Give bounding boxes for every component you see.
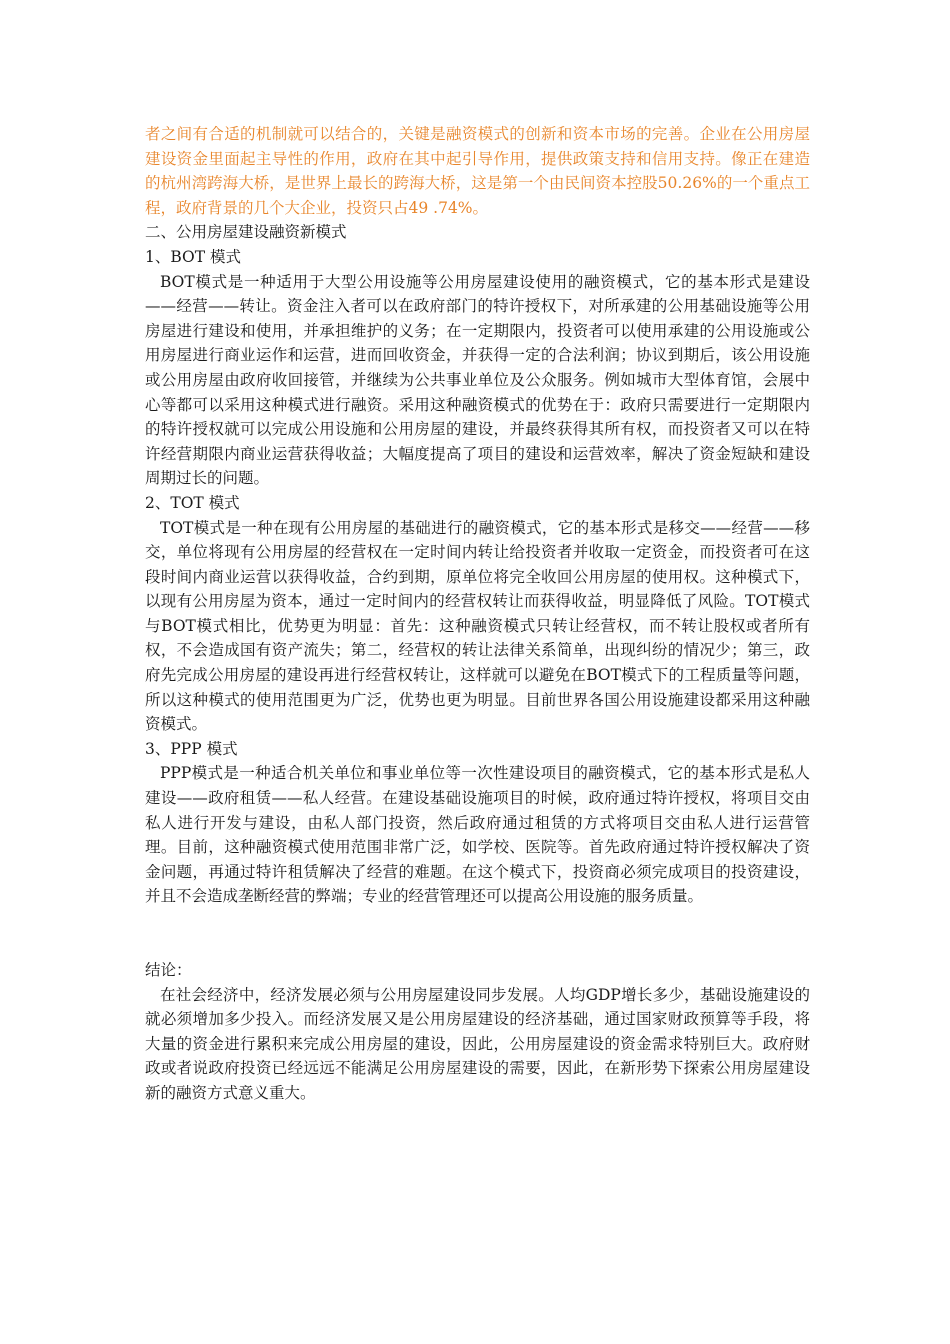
conclusion-paragraph: 在社会经济中，经济发展必须与公用房屋建设同步发展。人均GDP增长多少，基础设施建设的就必须增加多少投入。而经济发展又是公用房屋建设的经济基础，通过国家财政预算等手段，将大量的资金进行累积来完成公用房屋的建设，因此，公用房屋建设的资金需求特别巨大。政府财政或者说政府投资已经远远不能满足公用房屋建设的需要，因此，在新形势下探索公用房屋建设新的融资方式意义重大。: [145, 985, 810, 1102]
document-page: [145, 122, 810, 1106]
intro-highlight-paragraph: 者之间有合适的机制就可以结合的，关键是融资模式的创新和资本市场的完善。企业在公用房屋建设资金里面起主导性的作用，政府在其中起引导作用，提供政策支持和信用支持。像正在建造的杭州湾跨海大桥，是世界上最长的跨海大桥，这是第一个由民间资本控股50.26%的一个重点工程，政府背景的几个大企业，投资只占49 .74%。: [145, 125, 810, 217]
bot-paragraph: BOT模式是一种适用于大型公用设施等公用房屋建设使用的融资模式，它的基本形式是建设——经营——转让。资金注入者可以在政府部门的特许授权下，对所承建的公用基础设施等公用房屋进行建设和使用，并承担维护的义务；在一定期限内，投资者可以使用承建的公用设施或公用房屋进行商业运作和运营，进而回收资金，并获得一定的合法利润；协议到期后，该公用设施或公用房屋由政府收回接管，并继续为公共事业单位及公众服务。例如城市大型体育馆，会展中心等都可以采用这种模式进行融资。采用这种融资模式的优势在于：政府只需要进行一定期限内的特许授权就可以完成公用设施和公用房屋的建设，并最终获得其所有权，而投资者又可以在特许经营期限内商业运营获得收益；大幅度提高了项目的建设和运营效率，解决了资金短缺和建设周期过长的问题。: [145, 272, 810, 488]
tot-paragraph: TOT模式是一种在现有公用房屋的基础进行的融资模式，它的基本形式是移交——经营——移交，单位将现有公用房屋的经营权在一定时间内转让给投资者并收取一定资金，而投资者可在这段时间内商业运营以获得收益，合约到期，原单位将完全收回公用房屋的使用权。这种模式下，以现有公用房屋为资本，通过一定时间内的经营权转让而获得收益，明显降低了风险。TOT模式与BOT模式相比，优势更为明显：首先：这种融资模式只转让经营权，而不转让股权或者所有权，不会造成国有资产流失；第二，经营权的转让法律关系简单，出现纠纷的情况少；第三，政府先完成公用房屋的建设再进行经营权转让，这样就可以避免在BOT模式下的工程质量等问题，所以这种模式的使用范围更为广泛，优势也更为明显。目前世界各国公用设施建设都采用这种融资模式。: [145, 518, 810, 734]
ppp-heading: 3、PPP 模式: [145, 739, 238, 758]
conclusion-heading: 结论：: [145, 961, 192, 979]
tot-heading: 2、TOT 模式: [145, 493, 240, 512]
bot-heading: 1、BOT 模式: [145, 247, 242, 266]
spacer: [145, 909, 810, 958]
section-heading: 二、公用房屋建设融资新模式: [145, 223, 347, 242]
ppp-paragraph: PPP模式是一种适合机关单位和事业单位等一次性建设项目的融资模式，它的基本形式是私人建设——政府租赁——私人经营。在建设基础设施项目的时候，政府通过特许授权，将项目交由私人进行开发与建设，由私人部门投资，然后政府通过租赁的方式将项目交由私人进行运营管理。目前，这种融资模式使用范围非常广泛，如学校、医院等。首先政府通过特许授权解决了资金问题，再通过特许租赁解决了经营的难题。在这个模式下，投资商必须完成项目的投资建设，并且不会造成垄断经营的弊端；专业的经营管理还可以提高公用设施的服务质量。: [145, 764, 810, 906]
